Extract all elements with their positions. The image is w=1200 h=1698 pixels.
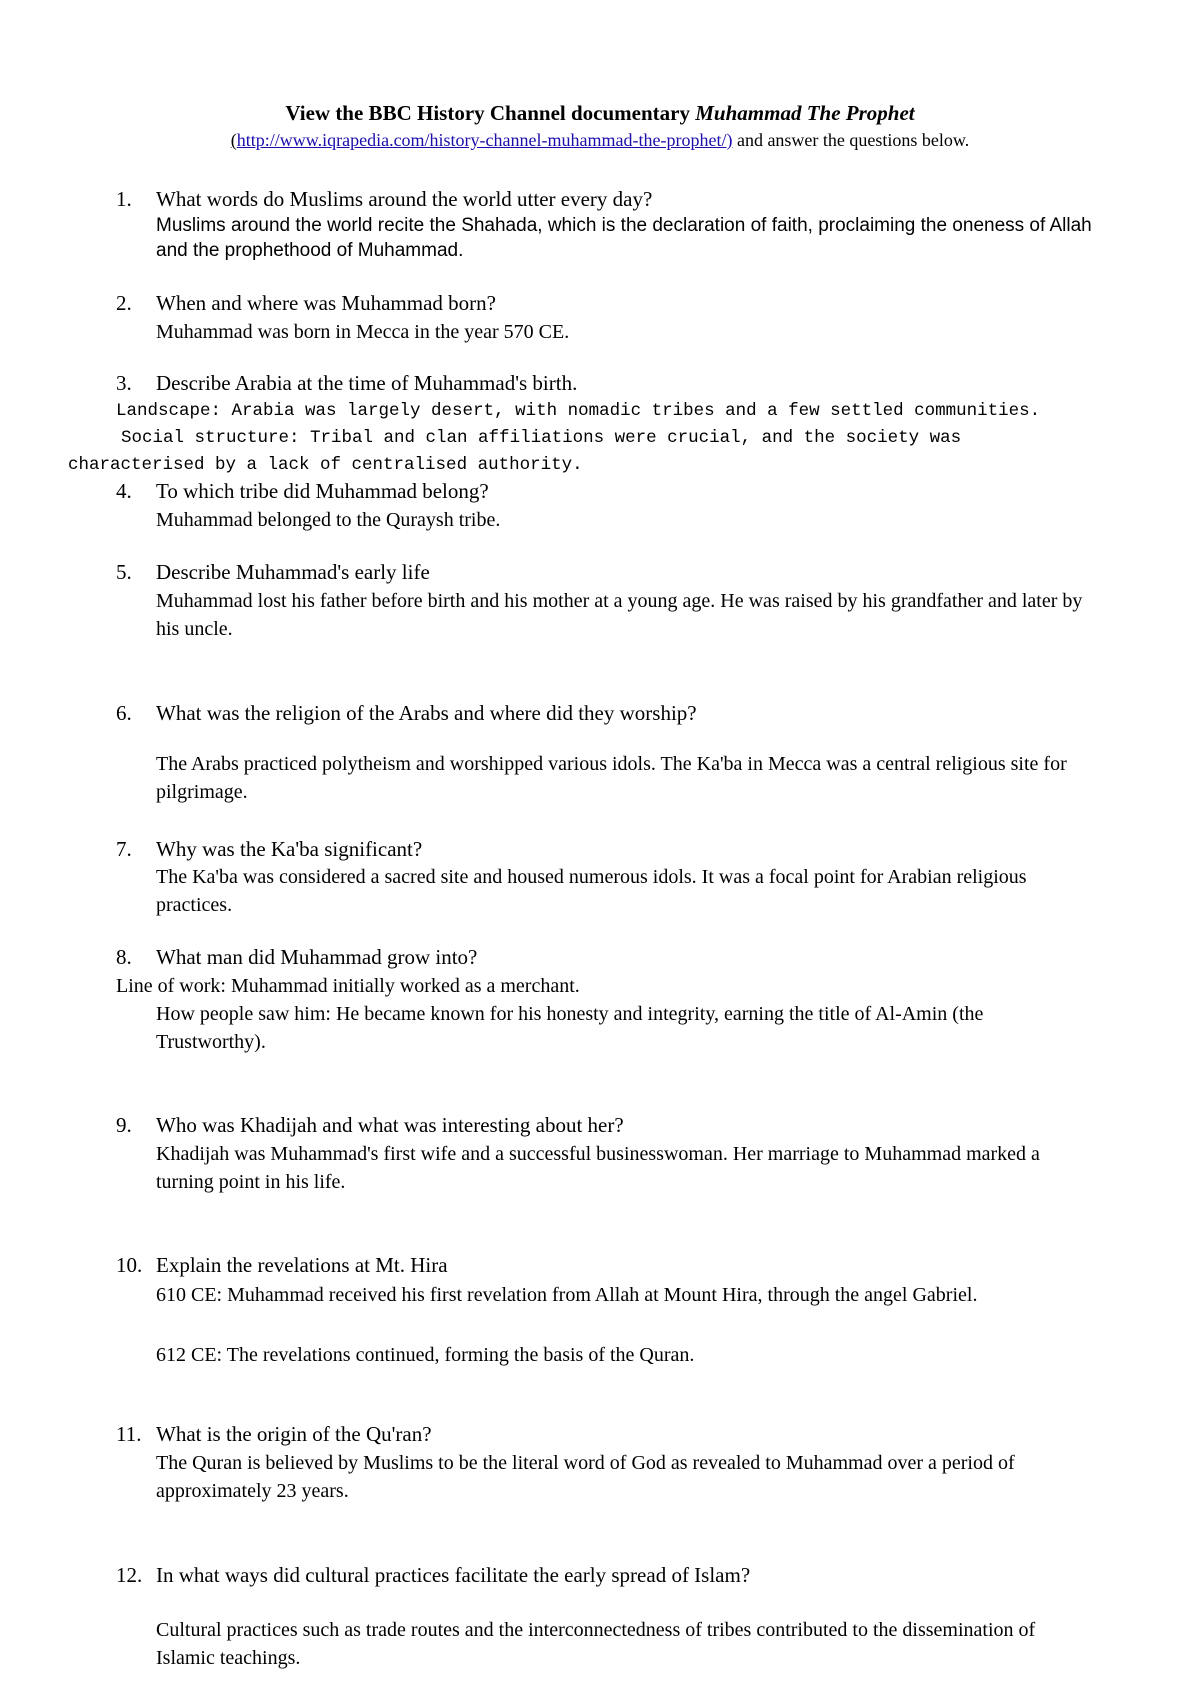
question-text: What man did Muhammad grow into? xyxy=(156,945,478,969)
answer-3-social: Social structure: Tribal and clan affiliations were crucial, and the society was characterised by a lack of centralised authority. xyxy=(68,428,962,475)
answer-5: Muhammad lost his father before birth and his mother at a young age. He was raised by his grandfather and later by his uncle. xyxy=(156,590,1083,640)
answer-1: Muslims around the world recite the Shahada, which is the declaration of faith, proclaiming the oneness of Allah and the prophethood of Muhammad. xyxy=(156,215,1092,261)
question-text: Describe Muhammad's early life xyxy=(156,560,430,584)
answer-10-610: 610 CE: Muhammad received his first revelation from Allah at Mount Hira, through the angel Gabriel. xyxy=(156,1284,978,1306)
question-number: 8. xyxy=(116,945,132,969)
answer-8-work: Line of work: Muhammad initially worked as a merchant. xyxy=(116,975,580,997)
question-4 xyxy=(116,478,489,505)
question-text: Explain the revelations at Mt. Hira xyxy=(156,1253,448,1277)
question-8 xyxy=(116,944,477,971)
question-10 xyxy=(116,1252,448,1279)
question-number: 9. xyxy=(116,1113,132,1137)
answer-11: The Quran is believed by Muslims to be the literal word of God as revealed to Muhammad over a period of approximately 23 years. xyxy=(156,1452,1015,1502)
question-text: In what ways did cultural practices facilitate the early spread of Islam? xyxy=(156,1563,751,1587)
document-subtitle xyxy=(0,128,1200,152)
question-number: 5. xyxy=(116,560,132,584)
documentary-link[interactable]: http://www.iqrapedia.com/history-channel-muhammad-the-prophet/) xyxy=(236,130,733,150)
question-1 xyxy=(116,186,652,213)
question-text: Why was the Ka'ba significant? xyxy=(156,837,423,861)
question-number: 3. xyxy=(116,371,132,395)
answer-12: Cultural practices such as trade routes and the interconnectedness of tribes contributed to the dissemination of Islamic teachings. xyxy=(156,1619,1036,1669)
answer-3-landscape: Landscape: Arabia was largely desert, with nomadic tribes and a few settled communities. xyxy=(116,401,1041,421)
answer-8-perception: How people saw him: He became known for his honesty and integrity, earning the title of Al-Amin (the Trustworthy). xyxy=(156,1003,984,1053)
question-5 xyxy=(116,559,430,586)
question-number: 11. xyxy=(116,1422,142,1446)
answer-2: Muhammad was born in Mecca in the year 570 CE. xyxy=(156,321,570,343)
question-text: Describe Arabia at the time of Muhammad's birth. xyxy=(156,371,578,395)
question-number: 4. xyxy=(116,479,132,503)
answer-10-612: 612 CE: The revelations continued, forming the basis of the Quran. xyxy=(156,1344,695,1366)
question-number: 7. xyxy=(116,837,132,861)
question-number: 2. xyxy=(116,291,132,315)
question-text: Who was Khadijah and what was interesting about her? xyxy=(156,1113,624,1137)
question-6 xyxy=(116,700,697,727)
subtitle-tail: and answer the questions below. xyxy=(732,130,970,150)
question-number: 6. xyxy=(116,701,132,725)
question-text: When and where was Muhammad born? xyxy=(156,291,496,315)
document-title xyxy=(0,100,1200,126)
question-text: To which tribe did Muhammad belong? xyxy=(156,479,489,503)
answer-4: Muhammad belonged to the Quraysh tribe. xyxy=(156,509,501,531)
question-number: 12. xyxy=(116,1563,143,1587)
question-11 xyxy=(116,1421,432,1448)
link-open: ( xyxy=(230,130,237,150)
question-number: 10. xyxy=(116,1253,143,1277)
question-text: What is the origin of the Qu'ran? xyxy=(156,1422,432,1446)
question-9 xyxy=(116,1112,624,1139)
answer-7: The Ka'ba was considered a sacred site and housed numerous idols. It was a focal point for Arabian religious practices. xyxy=(156,866,1027,916)
title-main: View the BBC History Channel documentary xyxy=(285,101,696,125)
question-3 xyxy=(116,370,577,397)
answer-9: Khadijah was Muhammad's first wife and a successful businesswoman. Her marriage to Muhammad marked a turning point in his life. xyxy=(156,1143,1040,1193)
title-italic: Muhammad The Prophet xyxy=(695,101,915,125)
question-text: What words do Muslims around the world utter every day? xyxy=(156,187,653,211)
question-number: 1. xyxy=(116,187,132,211)
answer-6: The Arabs practiced polytheism and worshipped various idols. The Ka'ba in Mecca was a central religious site for pilgrimage. xyxy=(156,753,1067,803)
question-2 xyxy=(116,290,496,317)
question-text: What was the religion of the Arabs and where did they worship? xyxy=(156,701,697,725)
question-12 xyxy=(116,1562,750,1589)
question-7 xyxy=(116,836,422,863)
